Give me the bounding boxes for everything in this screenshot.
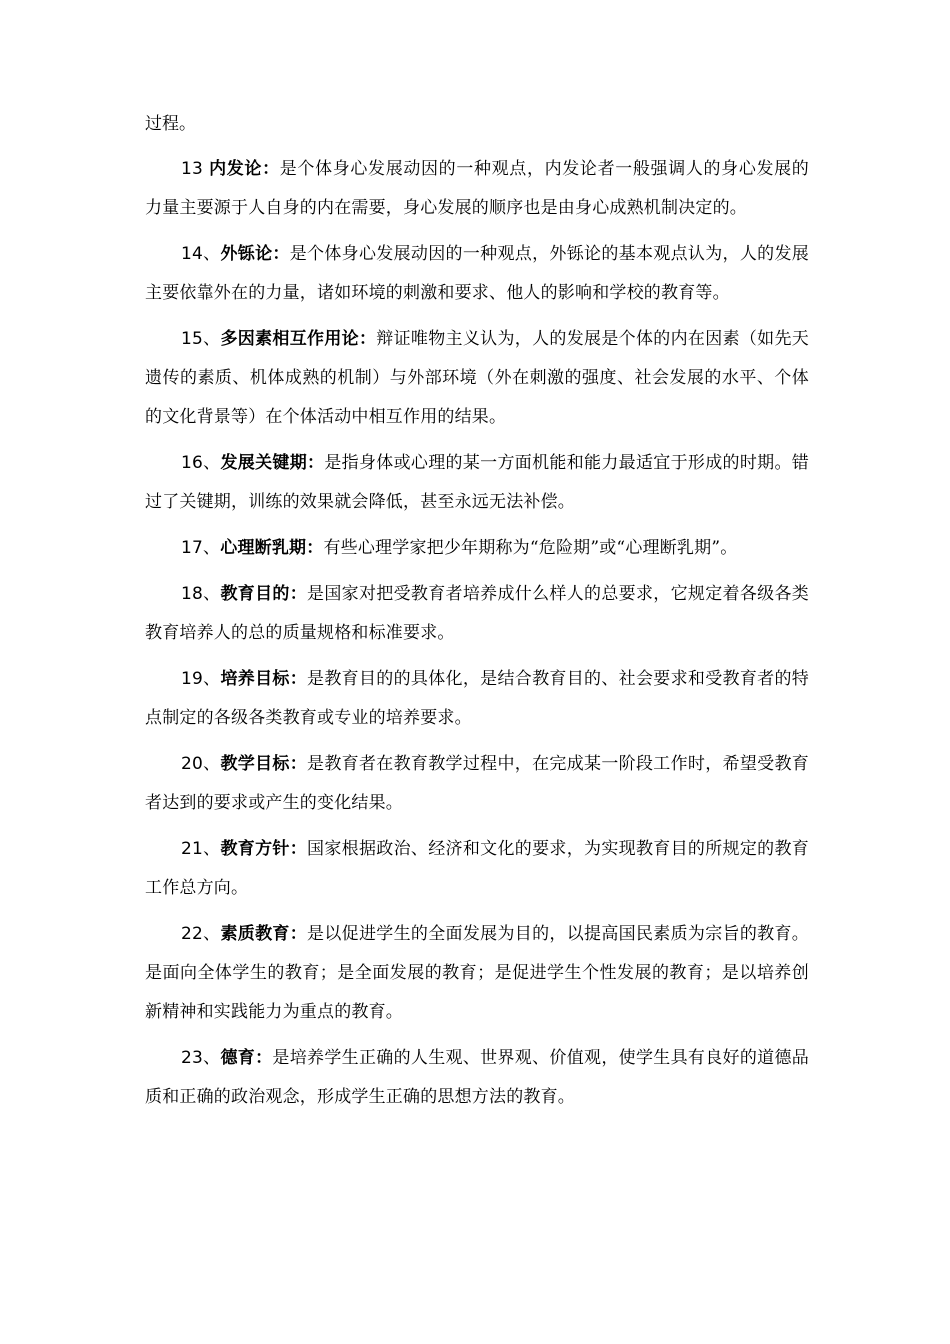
definition-entry [145, 745, 809, 823]
entry-term: 多因素相互作用论 [220, 329, 359, 349]
entry-number: 18 [181, 584, 204, 604]
entry-definition: 是指身体或心理的某一方面机能和能力最适宜于形成的时期。错过了关键期，训练的效果就会降低，甚至永远无法补偿。 [145, 453, 809, 512]
entry-term: 教育方针 [220, 839, 290, 859]
definition-entry [145, 235, 809, 313]
entry-number: 13 [181, 159, 204, 179]
entry-number: 15 [181, 329, 204, 349]
entry-separator: 、 [203, 754, 221, 774]
entry-colon: ： [289, 669, 308, 689]
definition-entry [145, 320, 809, 437]
entry-term: 内发论 [209, 159, 263, 179]
entry-separator: 、 [203, 538, 221, 558]
entry-separator: 、 [203, 839, 221, 859]
entry-number: 19 [181, 669, 204, 689]
definition-entry [145, 444, 809, 522]
definition-entry [145, 529, 809, 568]
entry-colon: ： [306, 538, 324, 558]
entry-term: 教育目的 [220, 584, 290, 604]
entry-definition: 是个体身心发展动因的一种观点，外铄论的基本观点认为，人的发展主要依靠外在的力量，诸如环境的刺激和要求、他人的影响和学校的教育等。 [145, 244, 809, 303]
leading-text: 过程。 [145, 114, 196, 134]
entry-separator: 、 [203, 244, 221, 264]
entry-term: 发展关键期 [220, 453, 308, 473]
entry-definition: 辩证唯物主义认为，人的发展是个体的内在因素（如先天遗传的素质、机体成熟的机制）与外部环境（外在刺激的强度、社会发展的水平、个体的文化背景等）在个体活动中相互作用的结果。 [145, 329, 809, 427]
entry-term: 心理断乳期 [220, 538, 307, 558]
definition-list [145, 150, 809, 1124]
entry-separator: 、 [203, 453, 221, 473]
entry-definition: 是教育者在教育教学过程中，在完成某一阶段工作时，希望受教育者达到的要求或产生的变化结果。 [145, 754, 809, 813]
entry-term: 素质教育 [220, 924, 290, 944]
entry-term: 教学目标 [220, 754, 290, 774]
entry-colon: ： [289, 924, 308, 944]
entry-colon: ： [272, 244, 290, 264]
definition-entry [145, 660, 809, 738]
entry-definition: 是国家对把受教育者培养成什么样人的总要求，它规定着各级各类教育培养人的总的质量规格和标准要求。 [145, 584, 809, 643]
entry-number: 23 [181, 1048, 204, 1068]
entry-colon: ： [307, 453, 325, 473]
entry-definition: 是以促进学生的全面发展为目的，以提高国民素质为宗旨的教育。是面向全体学生的教育；是全面发展的教育；是促进学生个性发展的教育；是以培养创新精神和实践能力为重点的教育。 [145, 924, 809, 1022]
entry-separator: 、 [203, 1048, 221, 1068]
entry-number: 14 [181, 244, 204, 264]
definition-entry [145, 915, 809, 1032]
entry-term: 培养目标 [220, 669, 290, 689]
entry-number: 17 [181, 538, 204, 558]
entry-colon: ： [289, 584, 308, 604]
entry-colon: ： [358, 329, 377, 349]
entry-separator: 、 [203, 924, 221, 944]
entry-separator: 、 [203, 669, 221, 689]
entry-separator: 、 [203, 329, 221, 349]
entry-definition: 是培养学生正确的人生观、世界观、价值观，使学生具有良好的道德品质和正确的政治观念，形成学生正确的思想方法的教育。 [145, 1048, 809, 1107]
entry-definition: 有些心理学家把少年期称为“危险期”或“心理断乳期”。 [323, 538, 738, 558]
entry-number: 22 [181, 924, 204, 944]
entry-definition: 国家根据政治、经济和文化的要求，为实现教育目的所规定的教育工作总方向。 [145, 839, 809, 898]
entry-colon: ： [289, 839, 308, 859]
entry-number: 16 [181, 453, 204, 473]
definition-entry [145, 150, 809, 228]
definition-entry [145, 830, 809, 908]
entry-number: 20 [181, 754, 204, 774]
entry-definition: 是个体身心发展动因的一种观点，内发论者一般强调人的身心发展的力量主要源于人自身的内在需要，身心发展的顺序也是由身心成熟机制决定的。 [145, 159, 810, 218]
entry-separator: 、 [203, 584, 221, 604]
entry-term: 外铄论 [220, 244, 273, 264]
entry-colon: ： [289, 754, 308, 774]
entry-colon: ： [255, 1048, 273, 1068]
definition-entry [145, 575, 809, 653]
entry-colon: ： [262, 159, 280, 179]
definition-entry [145, 1039, 809, 1117]
entry-term: 德育 [220, 1048, 256, 1068]
entry-number: 21 [181, 839, 204, 859]
entry-definition: 是教育目的的具体化，是结合教育目的、社会要求和受教育者的特点制定的各级各类教育或专业的培养要求。 [145, 669, 809, 728]
